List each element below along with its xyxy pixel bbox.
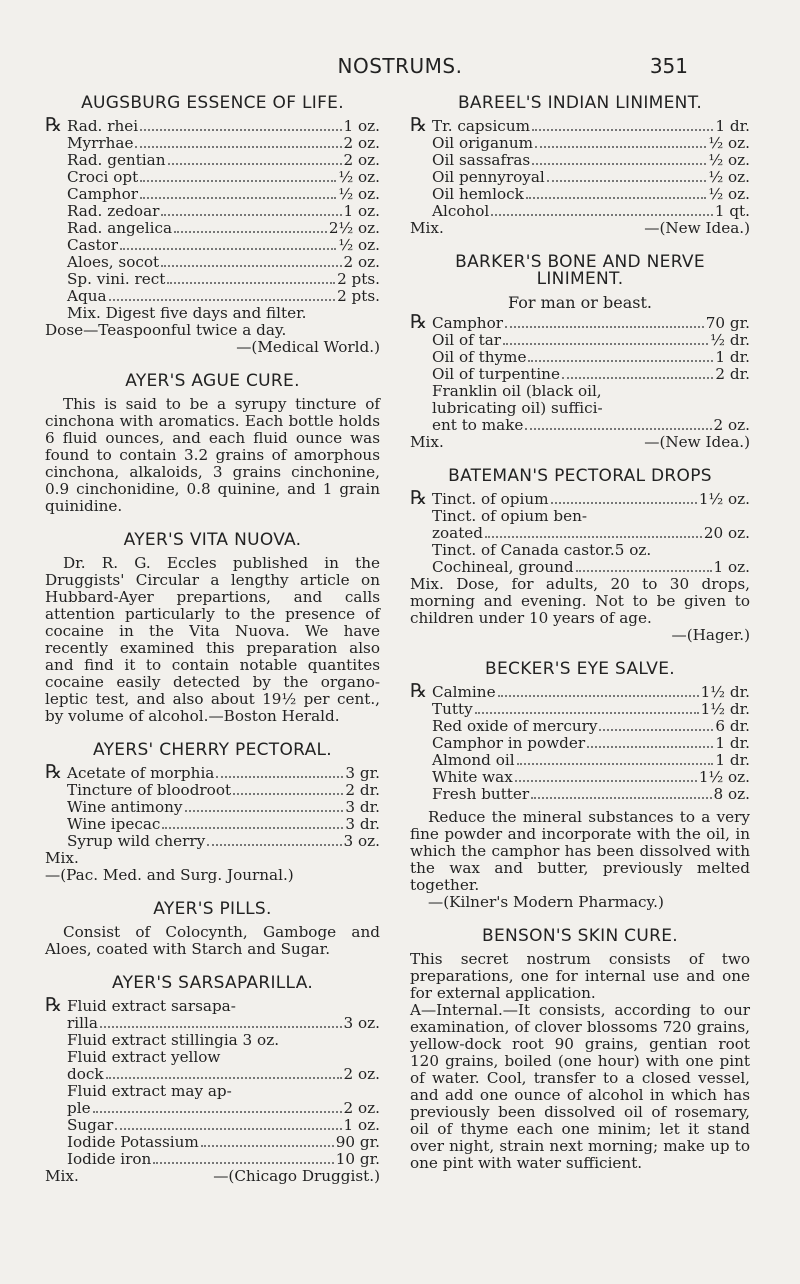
ingredient-line: lubricating oil) suffici- [432, 399, 603, 417]
ingredient-name: Iodide Potassium [67, 1133, 199, 1151]
ingredient-qty: 1 dr. [715, 734, 750, 752]
ingredient-name: Tinct. of opium [432, 490, 549, 508]
ingredient-name: Aloes, socot [67, 253, 160, 271]
description-text: This is said to be a syrupy tincture of cinchona with aromatics. Each bottle holds 6 fluid ounces, and each fluid ounce was found to contain 3.2 grains of amorphous cinchona, alkaloids, 3 grains cinchonine, 0.9 cinchonidine, 0.8 quinine, and 1 grain quinidine. [45, 395, 380, 515]
dot-leader [491, 214, 713, 216]
recipe-heading: BECKER'S EYE SALVE. [485, 659, 675, 679]
description-text: Dr. R. G. Eccles published in the Druggists' Circular a lengthy article on Hubbard-Ayer prepartions, and calls attention particularly to the presence of cocaine in the Vita Nuova. We have recently examined this preparation also and find it to contain notable quantites cocaine easily detected by the organo-leptic test, and also about 19½ per cent., by volume of alcohol.—Boston Herald. [45, 554, 380, 725]
ingredient-list [410, 114, 750, 220]
dot-leader [185, 810, 344, 812]
ingredient-line [67, 782, 380, 799]
ingredient-line [432, 525, 750, 542]
mix-text: Mix. [410, 433, 444, 451]
ingredient-qty: ½ oz. [708, 185, 750, 203]
ingredient-line [432, 152, 750, 169]
ingredient-line [67, 1117, 380, 1134]
ingredient-name: Tutty [432, 700, 473, 718]
dot-leader [161, 214, 341, 216]
ingredient-line [67, 203, 380, 220]
ingredient-qty: 1 oz. [713, 558, 750, 576]
ingredient-name: Wine ipecac [67, 815, 161, 833]
mix-line [45, 1168, 380, 1185]
ingredient-qty: 10 gr. [335, 1150, 380, 1168]
ingredient-qty: 2 dr. [345, 781, 380, 799]
recipe-heading-2: LINIMENT. [536, 269, 624, 289]
ingredient-list [45, 761, 380, 850]
dot-leader [532, 163, 706, 165]
ingredient-name: Camphor [432, 314, 503, 332]
recipe-bensons-skin-cure [410, 928, 750, 1172]
ingredient-line [432, 718, 750, 735]
recipe-barkers-liniment [410, 254, 750, 451]
description-text: Consist of Colocynth, Gamboge and Aloes, coated with Starch and Sugar. [45, 923, 380, 958]
ingredient-line: Fluid extract stillingia 3 oz. [67, 1031, 280, 1049]
recipe-ayers-vita-nuova [45, 532, 380, 725]
ingredient-qty: 1 oz. [343, 1116, 380, 1134]
ingredient-name: Oil hemlock [432, 185, 524, 203]
ingredient-name: Tr. capsicum [432, 117, 530, 135]
ingredient-name: Aqua [67, 287, 107, 305]
mix-line [410, 220, 750, 237]
ingredient-qty: ½ oz. [338, 168, 380, 186]
recipe-heading: BAREEL'S INDIAN LINIMENT. [457, 93, 703, 113]
ingredient-line: Franklin oil (black oil, [432, 382, 602, 400]
ingredient-name: rilla [67, 1014, 98, 1032]
recipe-heading: AUGSBURG ESSENCE OF LIFE. [81, 93, 344, 113]
ingredient-qty: 1 oz. [343, 117, 380, 135]
ingredient-line [67, 816, 380, 833]
ingredient-name: Rad. gentian [67, 151, 166, 169]
ingredient-qty: 3 dr. [345, 798, 380, 816]
dot-leader [599, 729, 713, 731]
ingredient-name: Syrup wild cherry [67, 832, 206, 850]
ingredient-line [432, 735, 750, 752]
ingredient-line [67, 1100, 380, 1117]
ingredient-line [432, 491, 750, 508]
ingredient-line [67, 135, 380, 152]
dot-leader [93, 1111, 342, 1113]
ingredient-line [432, 786, 750, 803]
dot-leader [120, 248, 336, 250]
description-text: This secret nostrum consists of two preparations, one for internal use and one for external application. [410, 950, 750, 1002]
dot-leader [526, 197, 707, 199]
dot-leader [167, 282, 335, 284]
dot-leader [498, 695, 699, 697]
dot-leader [153, 1162, 333, 1164]
dot-leader [517, 763, 714, 765]
ingredient-qty: 1 dr. [715, 751, 750, 769]
ingredient-qty: 90 gr. [335, 1133, 380, 1151]
source-citation: —(New Idea.) [644, 433, 750, 451]
dot-leader [233, 793, 343, 795]
ingredient-line [67, 271, 380, 288]
dot-leader [503, 343, 708, 345]
ingredient-qty: 2 oz. [343, 1065, 380, 1083]
ingredient-name: Oil of tar [432, 331, 502, 349]
ingredient-qty: 3 oz. [343, 832, 380, 850]
ingredient-name: Croci opt [67, 168, 139, 186]
ingredient-qty: 1½ dr. [700, 683, 750, 701]
dot-leader [475, 712, 699, 714]
rx-symbol: ℞ [45, 114, 63, 136]
recipe-ayers-sarsaparilla [45, 975, 380, 1185]
ingredient-name: Sugar [67, 1116, 114, 1134]
ingredient-line [67, 118, 380, 135]
ingredient-list [45, 114, 380, 322]
ingredient-qty: 20 oz. [703, 524, 750, 542]
dot-leader [576, 570, 712, 572]
dot-leader [135, 146, 341, 148]
instruction-text: Mix. Digest five days and filter. [67, 304, 307, 322]
ingredient-line [67, 254, 380, 271]
ingredient-qty: 1 dr. [715, 348, 750, 366]
ingredient-line [67, 833, 380, 850]
recipe-heading: AYERS' CHERRY PECTORAL. [93, 740, 332, 760]
recipe-heading: BATEMAN'S PECTORAL DROPS [448, 466, 712, 486]
ingredient-name: Acetate of morphia [67, 764, 215, 782]
ingredient-qty: 2 oz. [343, 253, 380, 271]
dot-leader [140, 180, 336, 182]
ingredients [67, 765, 380, 850]
ingredient-line [432, 203, 750, 220]
ingredient-line [67, 799, 380, 816]
source-citation: —(Chicago Druggist.) [213, 1167, 380, 1185]
ingredient-name: Red oxide of mercury [432, 717, 598, 735]
recipe-augsburg-essence [45, 95, 380, 356]
ingredient-name: Oil origanum [432, 134, 533, 152]
page-number: 351 [649, 54, 688, 78]
recipe-heading: AYER'S PILLS. [153, 899, 272, 919]
dose-text: Dose—Teaspoonful twice a day. [45, 321, 287, 339]
rx-symbol: ℞ [45, 761, 63, 783]
ingredients [432, 315, 750, 383]
ingredient-line [67, 152, 380, 169]
ingredient-qty: ½ oz. [708, 168, 750, 186]
ingredient-line [432, 135, 750, 152]
ingredient-line [432, 349, 750, 366]
left-column [45, 95, 380, 1202]
ingredient-name: Sp. vini. rect [67, 270, 166, 288]
ingredient-line: Fluid extract yellow [67, 1048, 221, 1066]
recipe-heading: BARKER'S BONE AND NERVE [455, 252, 705, 272]
source-citation: —(Hager.) [671, 626, 750, 644]
ingredient-qty: 2 dr. [715, 365, 750, 383]
mix-line [410, 434, 750, 451]
dot-leader [216, 776, 343, 778]
ingredient-name: Oil sassafras [432, 151, 531, 169]
ingredient-line [432, 769, 750, 786]
ingredient-qty: 2 oz. [343, 1099, 380, 1117]
ingredient-qty: 70 gr. [705, 314, 750, 332]
ingredient-name: Calmine [432, 683, 496, 701]
ingredient-line [432, 186, 750, 203]
ingredient-line [67, 765, 380, 782]
ingredient-qty: ½ oz. [338, 236, 380, 254]
dot-leader [162, 827, 343, 829]
ingredient-name: Rad. rhei [67, 117, 139, 135]
rx-symbol: ℞ [410, 311, 428, 333]
ingredient-line [67, 1134, 380, 1151]
dot-leader [174, 231, 327, 233]
ingredient-name: Camphor [67, 185, 138, 203]
instruction-text: Mix. Dose, for adults, 20 to 30 drops, morning and evening. Not to be given to children under 10 years of age. [410, 575, 750, 627]
ingredient-name: Rad. zedoar [67, 202, 160, 220]
ingredient-list [410, 311, 750, 434]
ingredient-name: zoated [432, 524, 484, 542]
rx-symbol: ℞ [410, 487, 428, 509]
ingredient-name: Wine antimony [67, 798, 183, 816]
recipe-heading: AYER'S SARSAPARILLA. [111, 973, 314, 993]
ingredient-line [67, 186, 380, 203]
ingredient-name: Camphor in powder [432, 734, 586, 752]
dot-leader [525, 428, 711, 430]
ingredient-qty: 8 oz. [713, 785, 750, 803]
recipe-batemans-drops [410, 468, 750, 644]
dot-leader [161, 265, 341, 267]
dot-leader [140, 197, 336, 199]
dot-leader [587, 746, 713, 748]
dot-leader [168, 163, 342, 165]
dot-leader [109, 299, 336, 301]
instruction-text: Reduce the mineral substances to a very fine powder and incorporate with the oil, in which the camphor has been dissolved with the wax and butter, previously melted together. [410, 808, 750, 894]
rx-symbol: ℞ [45, 994, 63, 1016]
ingredient-qty: 2 oz. [343, 151, 380, 169]
rx-symbol: ℞ [410, 680, 428, 702]
ingredient-name: Cochineal, ground [432, 558, 574, 576]
description-text-2: A—Internal.—It consists, according to our examination, of clover blossoms 720 grains, yellow-dock root 90 grains, gentian root 120 grains, boiled (one hour) with one pint of water. Cool, transfer to a closed vessel, and add one ounce of alcohol in which has previously been dissolved oil of rosemary, oil of thyme each one minim; let it stand over night, strain next morning; make up to one pint with water sufficient. [410, 1001, 750, 1172]
dot-leader [485, 536, 702, 538]
ingredient-line: Tinct. of Canada castor.5 oz. [432, 541, 652, 559]
ingredient-qty: 2 oz. [713, 416, 750, 434]
dot-leader [115, 1128, 341, 1130]
ingredient-line [432, 118, 750, 135]
ingredient-list [45, 994, 380, 1168]
ingredient-name: Oil pennyroyal [432, 168, 545, 186]
ingredient-qty: 2½ oz. [328, 219, 380, 237]
recipe-heading: BENSON'S SKIN CURE. [482, 926, 678, 946]
ingredient-qty: 1 dr. [715, 117, 750, 135]
source-citation: —(New Idea.) [644, 219, 750, 237]
ingredient-name: ple [67, 1099, 91, 1117]
dot-leader [532, 129, 713, 131]
ingredient-qty: 1 qt. [714, 202, 750, 220]
ingredient-qty: 2 pts. [337, 270, 380, 288]
source-citation: —(Pac. Med. and Surg. Journal.) [45, 866, 294, 884]
recipe-beckers-eye-salve [410, 661, 750, 911]
ingredient-name: Almond oil [432, 751, 515, 769]
ingredient-qty: ½ oz. [708, 134, 750, 152]
ingredient-qty: 2 oz. [343, 134, 380, 152]
ingredient-line [432, 417, 750, 434]
ingredient-line [67, 1066, 380, 1083]
source-citation: —(Kilner's Modern Pharmacy.) [428, 893, 664, 911]
dot-leader [100, 1026, 342, 1028]
recipe-ayers-cherry-pectoral [45, 742, 380, 884]
ingredient-line: Tinct. of opium ben- [432, 507, 587, 525]
dot-leader [515, 780, 697, 782]
ingredient-line [432, 752, 750, 769]
page-header [0, 54, 800, 84]
ingredient-qty: 1 oz. [343, 202, 380, 220]
ingredient-name: ent to make [432, 416, 524, 434]
dot-leader [140, 129, 341, 131]
ingredient-name: Alcohol [432, 202, 490, 220]
ingredients [67, 1117, 380, 1168]
recipe-subheading: For man or beast. [507, 293, 653, 312]
ingredient-qty: 3 gr. [345, 764, 380, 782]
ingredient-line [67, 169, 380, 186]
ingredient-line [67, 237, 380, 254]
ingredient-name: Oil of turpentine [432, 365, 560, 383]
ingredient-list [410, 680, 750, 803]
ingredient-qty: ½ dr. [710, 331, 750, 349]
ingredient-name: Fresh butter [432, 785, 530, 803]
recipe-heading: AYER'S AGUE CURE. [125, 371, 300, 391]
ingredient-line: Fluid extract may ap- [67, 1082, 232, 1100]
ingredient-qty: 1½ oz. [698, 768, 750, 786]
ingredient-qty: 3 oz. [343, 1014, 380, 1032]
dot-leader [505, 326, 704, 328]
mix-text: Mix. [45, 849, 79, 867]
ingredients [432, 684, 750, 803]
source-citation: —(Medical World.) [236, 338, 380, 356]
mix-text: Mix. [45, 1167, 79, 1185]
ingredient-line [67, 288, 380, 305]
ingredient-qty: 1½ dr. [700, 700, 750, 718]
dot-leader [535, 146, 706, 148]
dot-leader [531, 797, 711, 799]
recipe-heading: AYER'S VITA NUOVA. [123, 530, 302, 550]
ingredient-qty: 3 dr. [345, 815, 380, 833]
ingredient-qty: 6 dr. [715, 717, 750, 735]
rx-symbol: ℞ [410, 114, 428, 136]
ingredient-name: White wax [432, 768, 513, 786]
ingredients [67, 118, 380, 305]
ingredient-qty: ½ oz. [708, 151, 750, 169]
dot-leader [547, 180, 707, 182]
ingredient-line [67, 220, 380, 237]
ingredient-line: Fluid extract sarsapa- [67, 997, 236, 1015]
ingredient-line [432, 366, 750, 383]
ingredient-name: Iodide iron [67, 1150, 152, 1168]
ingredient-name: dock [67, 1065, 104, 1083]
ingredient-name: Oil of thyme [432, 348, 527, 366]
ingredient-qty: 2 pts. [337, 287, 380, 305]
ingredient-line [67, 1015, 380, 1032]
recipe-bareels-liniment [410, 95, 750, 237]
dot-leader [562, 377, 713, 379]
right-column [410, 95, 750, 1189]
ingredient-name: Tincture of bloodroot [67, 781, 232, 799]
recipe-ayers-ague-cure [45, 373, 380, 515]
ingredient-line [432, 169, 750, 186]
ingredient-list [410, 487, 750, 576]
dot-leader [207, 844, 341, 846]
ingredient-qty: ½ oz. [338, 185, 380, 203]
dot-leader [201, 1145, 334, 1147]
running-title: NOSTRUMS. [337, 54, 463, 78]
ingredient-line [432, 684, 750, 701]
ingredients [432, 118, 750, 220]
dot-leader [551, 502, 697, 504]
mix-text: Mix. [410, 219, 444, 237]
ingredient-name: Castor [67, 236, 118, 254]
ingredient-line [67, 1151, 380, 1168]
ingredient-qty: 1½ oz. [698, 490, 750, 508]
ingredient-line [432, 332, 750, 349]
ingredient-name: Myrrhae [67, 134, 134, 152]
recipe-ayers-pills [45, 901, 380, 958]
dot-leader [106, 1077, 342, 1079]
ingredient-line [432, 315, 750, 332]
dot-leader [528, 360, 713, 362]
ingredient-name: Rad. angelica [67, 219, 173, 237]
ingredient-line [432, 559, 750, 576]
ingredient-line [432, 701, 750, 718]
